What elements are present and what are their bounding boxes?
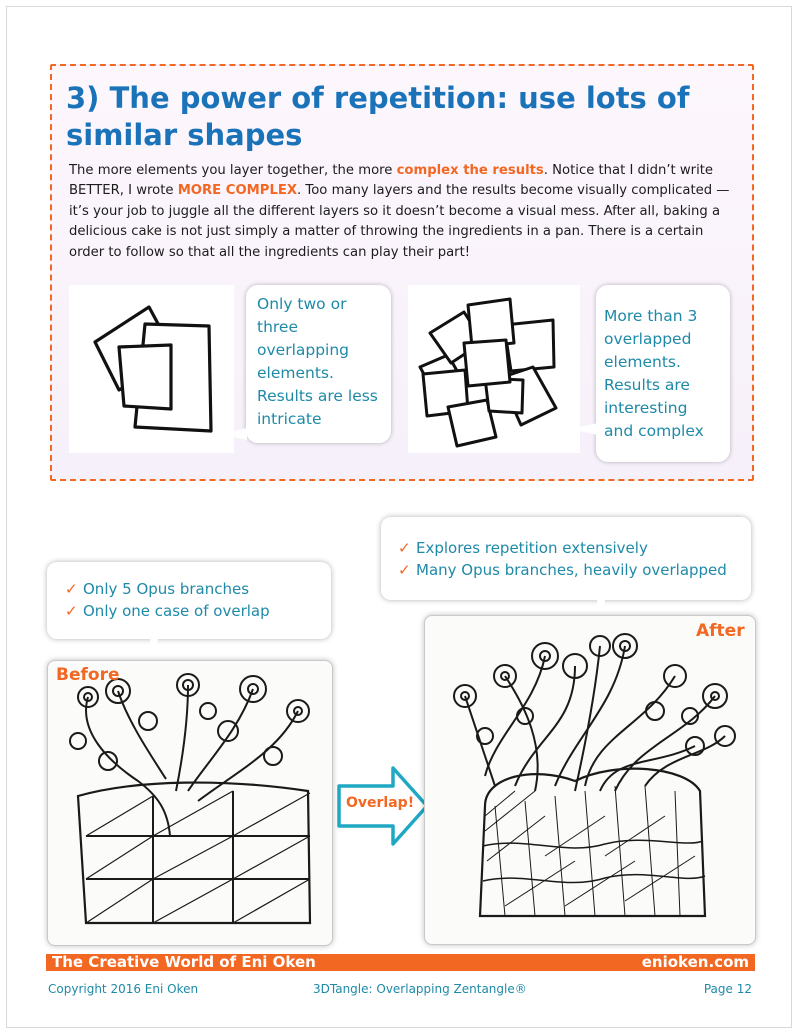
many-squares-drawing [408,285,580,453]
checklist-item [398,537,751,559]
checklist-item [65,578,331,600]
few-elements-caption [246,285,391,443]
caption-line: three [257,318,299,336]
check-icon: ✓ [398,561,411,579]
overlap-label: Overlap! [346,795,415,811]
check-icon: ✓ [65,602,78,620]
caption-line: Results are [604,376,690,394]
footer-brand: The Creative World of Eni Oken [52,953,316,971]
after-tangle-photo [424,615,756,945]
after-tangle-drawing [425,616,755,944]
before-tangle-drawing [48,661,332,945]
check-icon: ✓ [398,539,411,557]
check-icon: ✓ [65,580,78,598]
caption-tail [221,428,247,440]
body-highlight-more-complex: MORE COMPLEX [177,183,298,199]
caption-tail [570,423,598,435]
many-squares-illustration [408,285,580,453]
footer-copyright: Copyright 2016 Eni Oken [48,982,199,996]
caption-line: Only two or [257,295,347,313]
section-title [66,80,746,154]
footer-website: enioken.com [641,953,749,971]
body-highlight-complex: complex the results [396,163,544,178]
caption-line: overlapped [604,330,692,348]
checklist-text: Many Opus branches, heavily overlapped [416,561,727,579]
body-run-0: The more elements you layer together, the more [69,163,397,178]
caption-line: More than 3 [604,307,698,325]
checklist-text: Only 5 Opus branches [83,580,250,598]
checklist-item [398,559,751,581]
footer-brand-bar [46,954,755,971]
before-tangle-photo [47,660,333,946]
checklist-text: Only one case of overlap [83,602,270,620]
checklist-item [65,600,331,622]
section-body [69,161,741,263]
many-elements-caption [596,285,730,462]
caption-line: Results are less [257,387,378,405]
footer-page-number: Page 12 [703,982,752,996]
caption-line: interesting [604,399,688,417]
caption-line: elements. [257,364,334,382]
caption-line: overlapping [257,341,350,359]
after-label: After [696,621,745,641]
body-run-4: . Too many layers and the results become visually complicated — it’s your job to juggle all the different layers so it doesn’t become a visual mess. After all, baking a delicious cake is not just simply a matter of throwing the ingredients in a pan. There is a certain order to follow so that all the ingredients can play their part! [69,183,730,260]
checklist-text: Explores repetition extensively [416,539,648,557]
body-run-2: . Notice that I didn’t write BETTER, I wrote [69,163,714,199]
before-checklist [47,562,331,639]
few-squares-drawing [69,285,234,453]
section-title-line-2: similar shapes [66,118,303,152]
footer-doc-title: 3DTangle: Overlapping Zentangle® [313,982,527,996]
few-squares-illustration [69,285,234,453]
before-label: Before [56,665,120,685]
section-title-line-1: 3) The power of repetition: use lots of [66,81,690,115]
after-checklist [381,517,751,600]
caption-line: and complex [604,422,704,440]
caption-line: elements. [604,353,681,371]
caption-line: intricate [257,410,322,428]
